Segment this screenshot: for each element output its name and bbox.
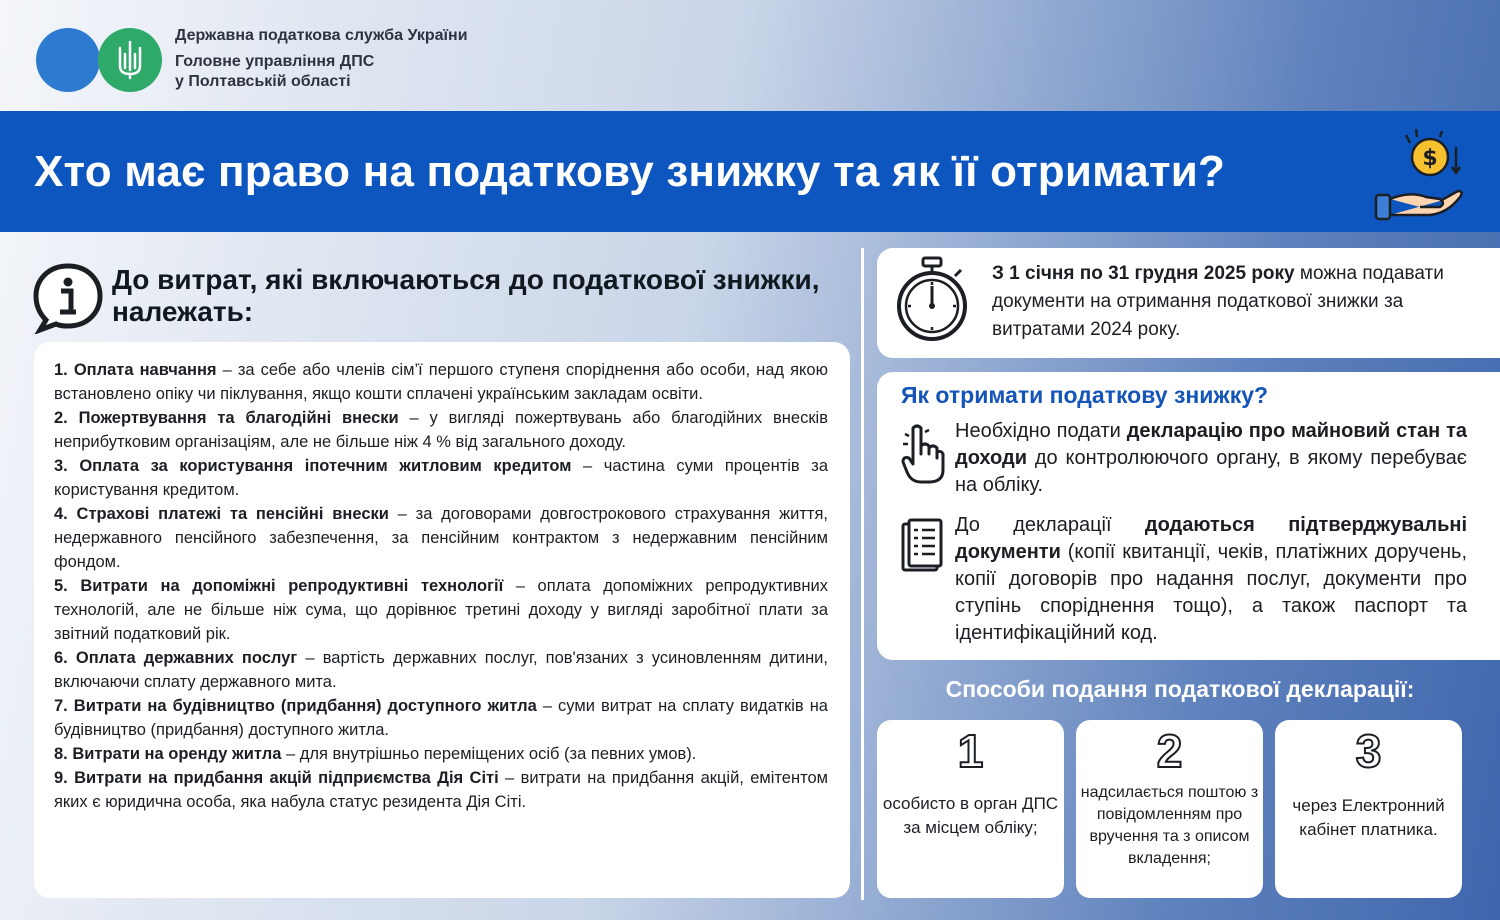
item-text: – вартість державних послуг, пов'язаних з усиновленням дитини, включаючи сплату державного мита.: [54, 649, 828, 691]
deadline-rest: можна подавати документи на отримання податкової знижки за витратами 2024 року.: [992, 263, 1444, 340]
item-title: 4. Страхові платежі та пенсійні внески: [54, 505, 389, 523]
item-title: 7. Витрати на будівництво (придбання) доступного житла: [54, 697, 537, 715]
item-text: – для внутрішньо переміщених осіб (за певних умов).: [281, 745, 697, 763]
item-text: – за договорами довгострокового страхування життя, недержавного пенсійного забезпечення, за пенсійним контрактом з недержавним пенсійним фондом.: [54, 505, 828, 571]
method-number: 3: [1355, 725, 1382, 777]
list-item: [54, 406, 828, 454]
how-title: Як отримати податкову знижку?: [901, 382, 1269, 408]
item-text: – витрати на придбання акцій, емітентом яких є юридична особа, яка набула статус резидента Дія Сіті.: [54, 769, 828, 811]
item-title: 3. Оплата за користування іпотечним житловим кредитом: [54, 457, 572, 475]
org-line-2: Головне управління ДПС: [175, 53, 375, 70]
list-item: [54, 358, 828, 406]
submission-methods-title: Способи подання податкової декларації:: [945, 676, 1415, 702]
method-number: 2: [1156, 725, 1183, 777]
method-card-2: [1076, 720, 1263, 898]
list-item: [54, 646, 828, 694]
how-to-get-card: [877, 372, 1500, 660]
money-hand-icon: [1370, 125, 1470, 225]
deadline-bold: З 1 січня по 31 грудня 2025 року: [992, 263, 1295, 284]
list-item: [54, 574, 828, 646]
org-line-1: Державна податкова служба України: [175, 27, 468, 44]
method-text: надсилається поштою з повідомленням про вручення та з описом вкладення;: [1080, 784, 1259, 867]
header: [0, 0, 1500, 110]
deadline-card: [877, 248, 1500, 358]
column-divider: [861, 248, 864, 900]
method-number: 1: [957, 725, 984, 777]
item-title: 1. Оплата навчання: [54, 361, 217, 379]
list-item: [54, 694, 828, 742]
stopwatch-icon: [895, 254, 969, 344]
method-card-1: [877, 720, 1064, 898]
method-text: особисто в орган ДПС за місцем обліку;: [882, 794, 1059, 837]
item-text: – за себе або членів сім’ї першого ступеня споріднення або особи, над якою встановлено опіку чи піклування, якщо кошти сплачені українським закладам освіти.: [54, 361, 828, 403]
item-text: – у вигляді пожертвувань або благодійних внесків неприбутковим організаціям, але не більше ніж 4 % від загального доходу.: [54, 409, 828, 451]
deadline-text: [992, 260, 1487, 344]
item-text: – оплата допоміжних репродуктивних технологій, але не більше ніж сума, що дорівнює третині доходу у вигляді заробітної плати за звітний податковий рік.: [54, 577, 829, 643]
list-item: [54, 502, 828, 574]
item-title: 5. Витрати на допоміжні репродуктивні технології: [54, 577, 504, 595]
expenses-heading: До витрат, які включаються до податкової знижки, належать:: [112, 264, 820, 327]
list-item: [54, 742, 828, 766]
organization-name: [175, 26, 468, 92]
list-item: [54, 454, 828, 502]
svg-text:$: $: [1422, 146, 1438, 171]
expenses-card: [34, 342, 850, 898]
document-list-icon: [899, 516, 945, 578]
item-title: 6. Оплата державних послуг: [54, 649, 298, 667]
item-text: – суми витрат на сплату видатків на будівництво (придбання) доступного житла.: [54, 697, 828, 739]
blue-circle-logo: [36, 28, 100, 92]
pointing-hand-icon: [899, 424, 945, 486]
item-title: 9. Витрати на придбання акцій підприємства Дія Сіті: [54, 769, 499, 787]
method-text: через Електронний кабінет платника.: [1292, 796, 1445, 839]
item-title: 2. Пожертвування та благодійні внески: [54, 409, 399, 427]
item-title: 8. Витрати на оренду житла: [54, 745, 282, 763]
title-banner: [0, 111, 1500, 232]
page-title: Хто має право на податкову знижку та як її отримати?: [34, 147, 1226, 196]
list-item: [54, 766, 828, 814]
trident-emblem-icon: [98, 28, 162, 92]
step-1-text: Необхідно подати декларацію про майновий стан та доходи до контролюючого органу, в якому перебуває на обліку.: [955, 420, 1467, 496]
step-2-text: До декларації додаються підтверджувальні документи (копії квитанції, чеків, платіжних доручень, копії договорів про надання послуг, документи про ступінь споріднення тощо), а також паспорт та ідентифікаційний код.: [955, 514, 1467, 644]
item-text: – частина суми процентів за користування кредитом.: [54, 457, 828, 499]
info-bubble-icon: [32, 262, 104, 334]
org-line-3: у Полтавській області: [175, 73, 351, 90]
method-card-3: [1275, 720, 1462, 898]
